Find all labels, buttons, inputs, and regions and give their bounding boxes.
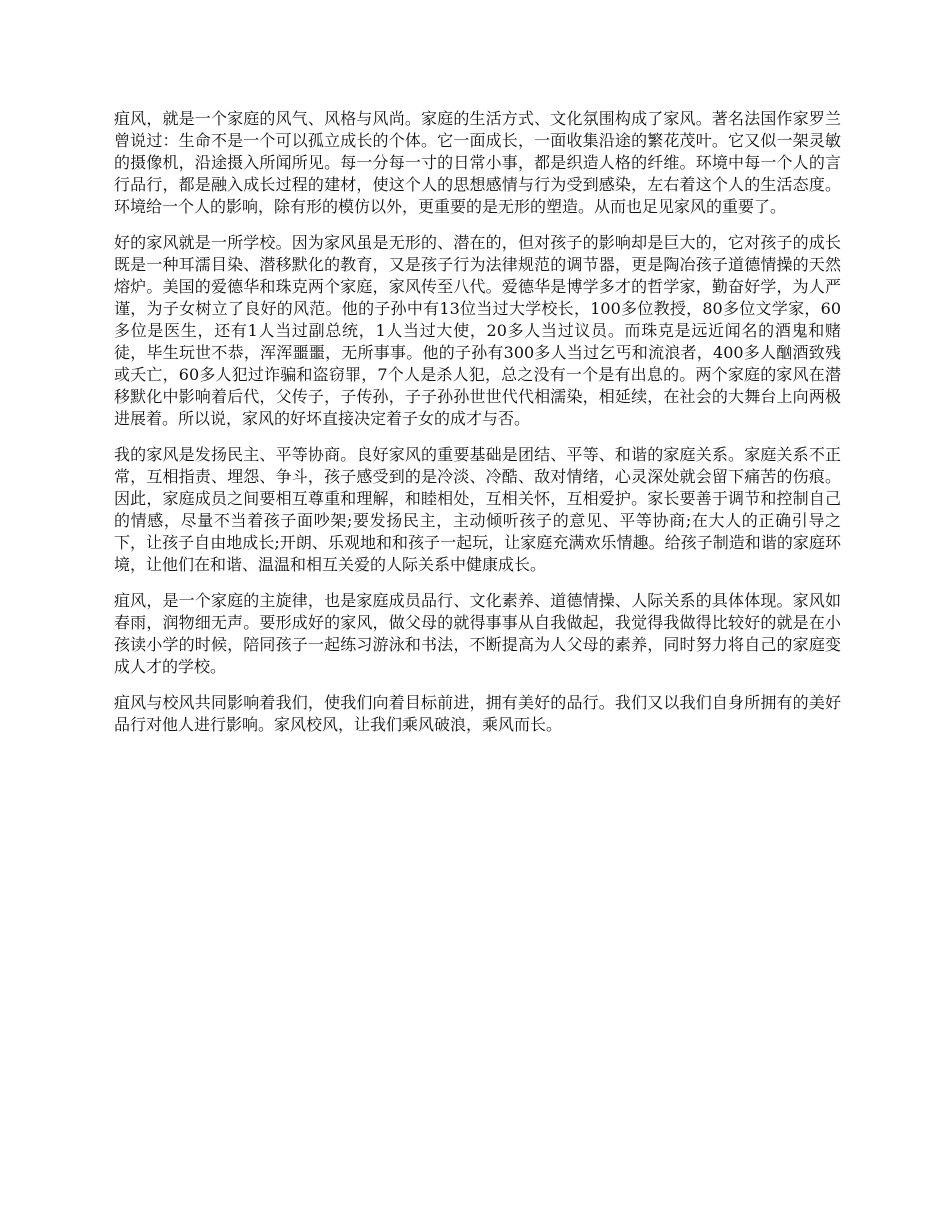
document-body xyxy=(114,108,841,750)
paragraph-3: 我的家风是发扬民主、平等协商。良好家风的重要基础是团结、平等、和谐的家庭关系。家庭关系不正常，互相指责、埋怨、争斗，孩子感受到的是冷淡、冷酷、敌对情绪，心灵深处就会留下痛苦的伤痕。因此，家庭成员之间要相互尊重和理解，和睦相处，互相关怀，互相爱护。家长要善于调节和控制自己的情感，尽量不当着孩子面吵架;要发扬民主，主动倾听孩子的意见、平等协商;在大人的正确引导之下，让孩子自由地成长;开朗、乐观地和和孩子一起玩，让家庭充满欢乐情趣。给孩子制造和谐的家庭环境，让他们在和谐、温温和相互关爱的人际关系中健康成长。 xyxy=(114,445,841,574)
paragraph-2: 好的家风就是一所学校。因为家风虽是无形的、潜在的，但对孩子的影响却是巨大的，它对孩子的成长既是一种耳濡目染、潜移默化的教育，又是孩子行为法律规范的调节器，更是陶冶孩子道德情操的天然熔炉。美国的爱德华和珠克两个家庭，家风传至八代。爱德华是博学多才的哲学家，勤奋好学，为人严谨，为子女树立了良好的风范。他的子孙中有13位当过大学校长，100多位教授，80多位文学家，60多位是医生，还有1人当过副总统，1人当过大使，20多人当过议员。而珠克是远近闻名的酒鬼和赌徒，毕生玩世不恭，浑浑噩噩，无所事事。他的子孙有300多人当过乞丐和流浪者，400多人酗酒致残或夭亡，60多人犯过诈骗和盗窃罪，7个人是杀人犯，总之没有一个是有出息的。两个家庭的家风在潜移默化中影响着后代，父传子，子传孙，子子孙孙世世代代相濡染，相延续，在社会的大舞台上向两极进展着。所以说，家风的好坏直接决定着子女的成才与否。 xyxy=(114,233,841,428)
paragraph-4: 疽风，是一个家庭的主旋律，也是家庭成员品行、文化素养、道德情操、人际关系的具体体现。家风如春雨，润物细无声。要形成好的家风，做父母的就得事事从自我做起，我觉得我做得比较好的就是在小孩读小学的时候，陪同孩子一起练习游泳和书法，不断提高为人父母的素养，同时努力将自己的家庭变成人才的学校。 xyxy=(114,591,841,676)
paragraph-1: 疽风，就是一个家庭的风气、风格与风尚。家庭的生活方式、文化氛围构成了家风。著名法国作家罗兰曾说过：生命不是一个可以孤立成长的个体。它一面成长，一面收集沿途的繁花茂叶。它又似一架灵敏的摄像机，沿途摄入所闻所见。每一分每一寸的日常小事，都是织造人格的纤维。环境中每一个人的言行品行，都是融入成长过程的建材，使这个人的思想感情与行为受到感染，左右着这个人的生活态度。环境给一个人的影响，除有形的模仿以外，更重要的是无形的塑造。从而也足见家风的重要了。 xyxy=(114,109,841,216)
paragraph-5: 疽风与校风共同影响着我们，使我们向着目标前进，拥有美好的品行。我们又以我们自身所拥有的美好品行对他人进行影响。家风校风，让我们乘风破浪，乘风而长。 xyxy=(114,693,841,734)
